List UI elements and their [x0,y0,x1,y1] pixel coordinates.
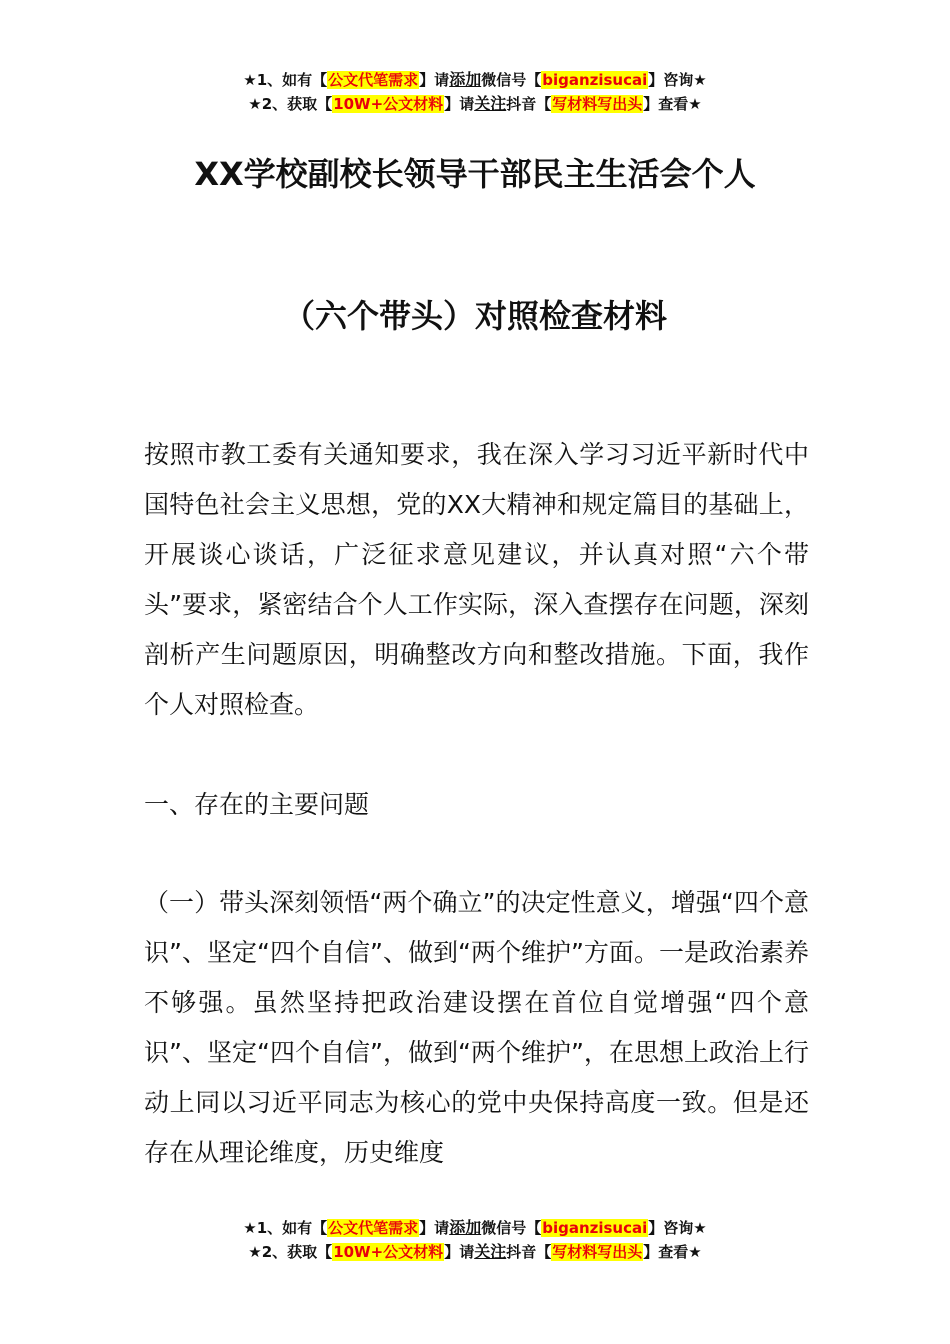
header-banner [0,68,950,116]
banner-text: ★1、如有【 [243,1219,328,1237]
banner-text: 】查看★ [643,1243,702,1261]
banner-text: 】请 [444,1243,475,1261]
banner-highlight: biganzisucai [542,71,648,89]
banner-emphasis: 关注 [474,1242,507,1261]
banner-emphasis: 添加 [449,1218,482,1237]
banner-text: 】请 [419,71,450,89]
banner-text: 微信号【 [481,71,542,89]
banner-text: 抖音【 [506,1243,552,1261]
banner-text: 微信号【 [481,1219,542,1237]
banner-emphasis: 关注 [474,94,507,113]
banner-highlight: 写材料写出头 [552,95,643,113]
banner-line-1 [0,68,950,92]
document-title-line-1: XX学校副校长领导干部民主生活会个人 [194,155,756,193]
banner-text: 】咨询★ [648,1219,707,1237]
banner-highlight: 公文代笔需求 [328,71,419,89]
banner-text: 】查看★ [643,95,702,113]
section-heading: 一、存在的主要问题 [144,790,370,819]
banner-text: ★2、获取【 [248,1243,333,1261]
banner-line-2 [0,1240,950,1264]
banner-text: 】请 [444,95,475,113]
banner-text: 】请 [419,1219,450,1237]
banner-highlight: 10W+公文材料 [333,1243,444,1261]
banner-highlight: biganzisucai [542,1219,648,1237]
banner-highlight: 写材料写出头 [552,1243,643,1261]
banner-text: ★2、获取【 [248,95,333,113]
banner-text: 】咨询★ [648,71,707,89]
section-paragraph: （一）带头深刻领悟“两个确立”的决定性意义，增强“四个意识”、坚定“四个自信”、做到“两个维护”方面。一是政治素养不够强。虽然坚持把政治建设摆在首位自觉增强“四个意识”、坚定“四个自信”，做到“两个维护”，在思想上政治上行动上同以习近平同志为核心的党中央保持高度一致。但是还存在从理论维度，历史维度 [144,888,809,1167]
banner-highlight: 公文代笔需求 [328,1219,419,1237]
footer-banner [0,1216,950,1264]
intro-paragraph: 按照市教工委有关通知要求，我在深入学习习近平新时代中国特色社会主义思想，党的XX大精神和规定篇目的基础上，开展谈心谈话，广泛征求意见建议，并认真对照“六个带头”要求，紧密结合个人工作实际，深入查摆存在问题，深刻剖析产生问题原因，明确整改方向和整改措施。下面，我作个人对照检查。 [144,440,809,719]
banner-line-1 [0,1216,950,1240]
banner-text: 抖音【 [506,95,552,113]
document-title-line-2: （六个带头）对照检查材料 [282,297,667,335]
banner-line-2 [0,92,950,116]
banner-highlight: 10W+公文材料 [333,95,444,113]
banner-emphasis: 添加 [449,70,482,89]
banner-text: ★1、如有【 [243,71,328,89]
